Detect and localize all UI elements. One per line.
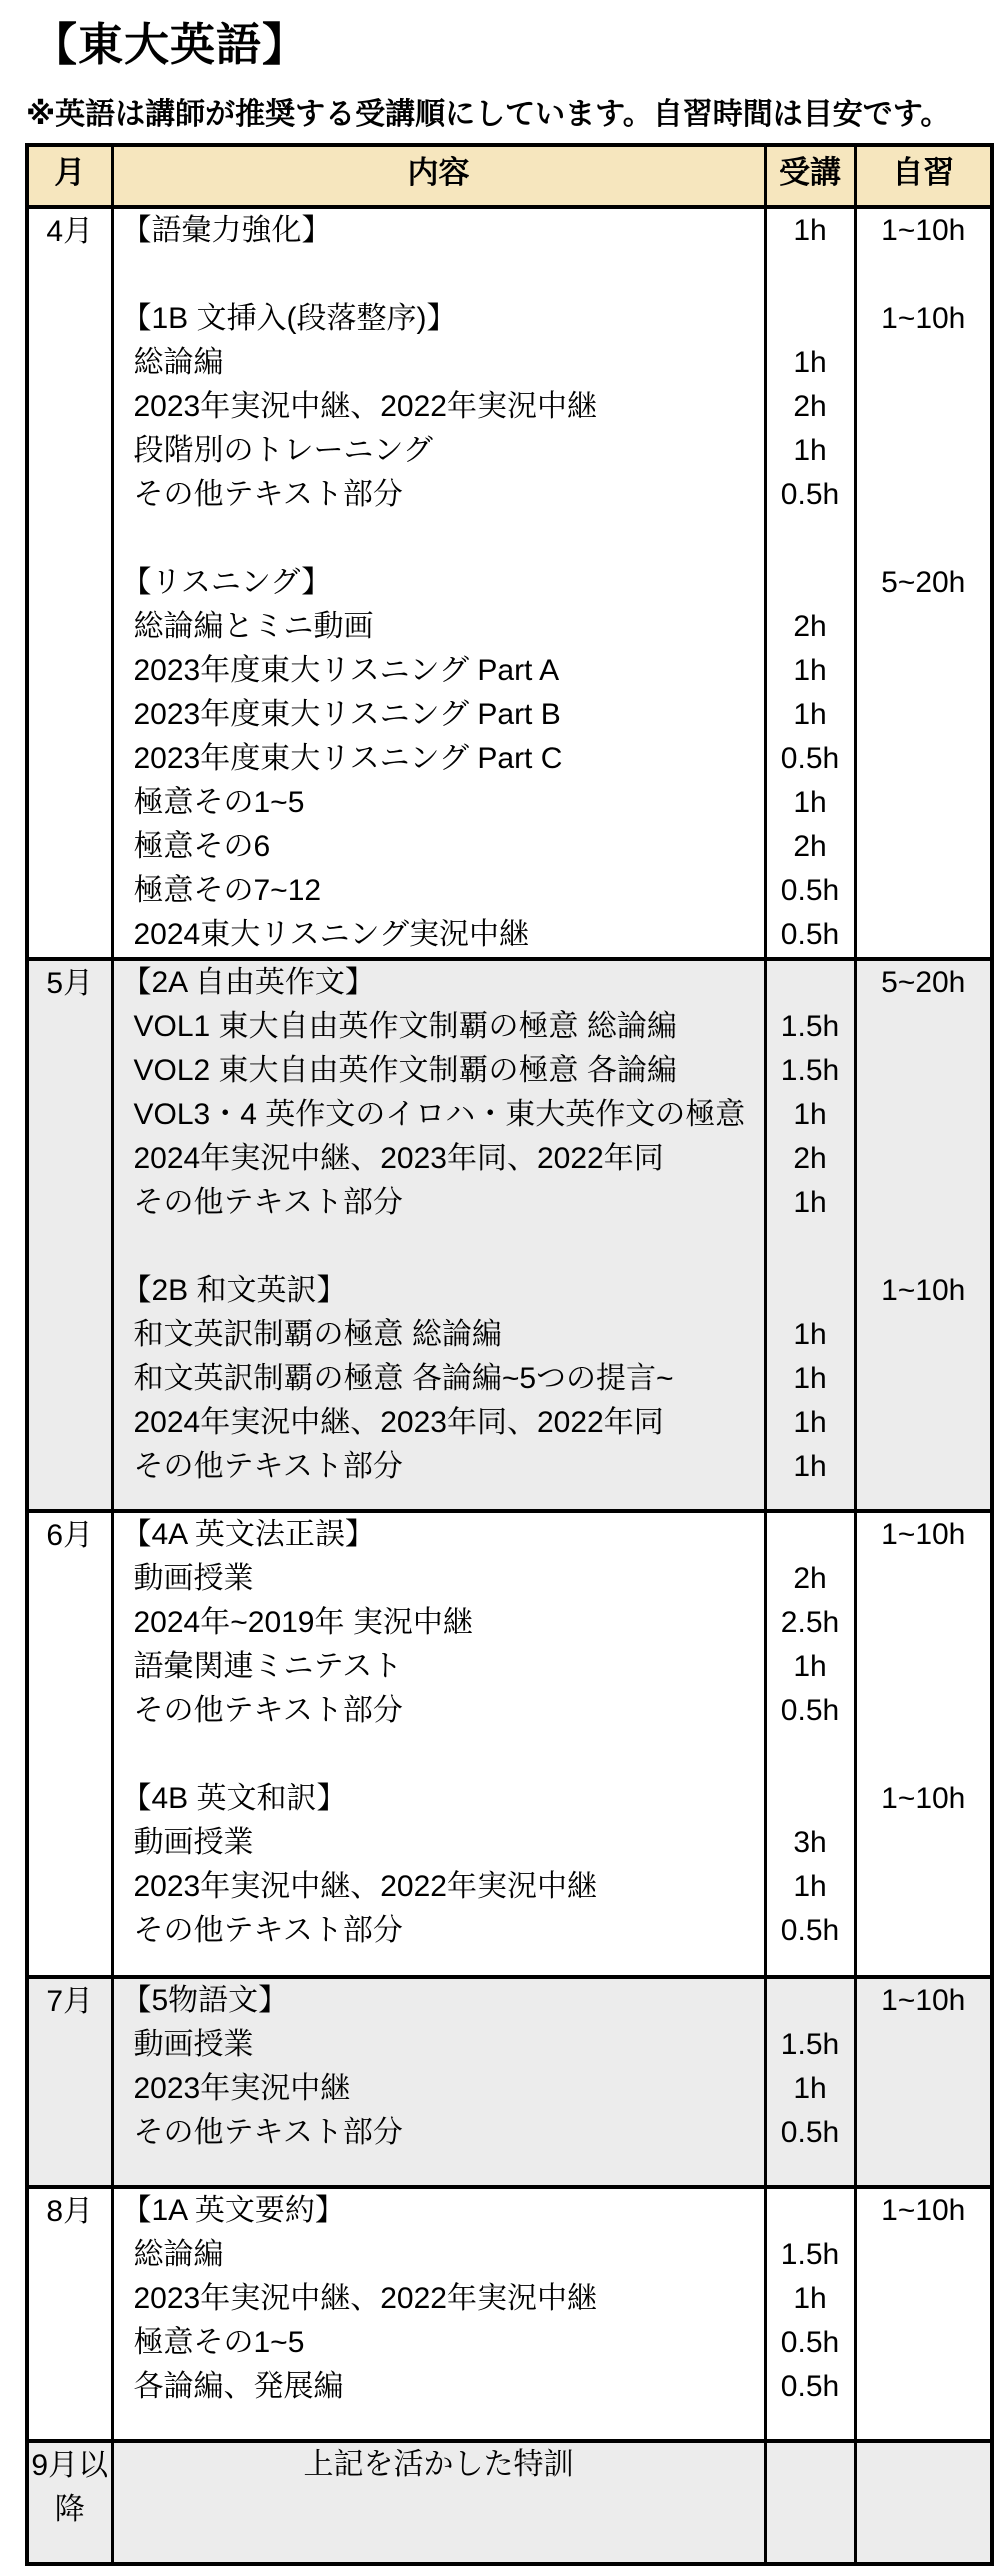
jukou-hours: 1h — [793, 2282, 827, 2315]
cell-jishuu — [855, 1977, 992, 2187]
content-line: 2024年~2019年 実況中継 — [133, 1606, 473, 1639]
content-line: 【2B 和文英訳】 — [121, 1274, 347, 1307]
jishuu-hours — [857, 1821, 991, 1865]
jukou-hours — [767, 1269, 854, 1313]
cell-jukou — [765, 1977, 855, 2187]
content-line: 【2A 自由英作文】 — [121, 966, 375, 999]
content-line — [114, 1733, 764, 1777]
content-line: 和文英訳制覇の極意 総論編 — [133, 1318, 502, 1351]
column-header-content: 内容 — [112, 145, 765, 207]
jukou-hours — [767, 561, 854, 605]
content-line — [114, 1225, 764, 1269]
jukou-hours — [767, 1979, 854, 2023]
content-line: その他テキスト部分 — [133, 478, 403, 511]
cell-jukou — [765, 2187, 855, 2441]
jukou-hours: 1h — [793, 1362, 827, 1395]
content-line: 動画授業 — [133, 2028, 254, 2061]
jishuu-hours — [857, 1445, 991, 1489]
jishuu-hours — [857, 1689, 991, 1733]
jishuu-hours — [857, 1601, 991, 1645]
jishuu-hours — [857, 1401, 991, 1445]
jukou-hours — [767, 2443, 854, 2487]
cell-jukou — [765, 959, 855, 1511]
jukou-hours: 1h — [793, 786, 827, 819]
content-line: 総論編 — [133, 2238, 224, 2271]
jishuu-hours: 1~10h — [881, 214, 966, 247]
cell-jishuu — [855, 1511, 992, 1977]
jishuu-hours — [857, 2443, 991, 2487]
content-line: 極意その1~5 — [133, 2326, 305, 2359]
month-cell — [27, 959, 112, 1511]
content-line: 総論編 — [133, 346, 224, 379]
content-line: 2023年度東大リスニング Part C — [133, 742, 563, 775]
jishuu-hours — [857, 869, 991, 913]
jukou-hours: 0.5h — [780, 1914, 840, 1947]
jukou-hours — [767, 1513, 854, 1557]
jishuu-hours: 1~10h — [881, 2194, 966, 2227]
jukou-hours: 1h — [793, 346, 827, 379]
jukou-hours: 2h — [793, 390, 827, 423]
content-line: 段階別のトレーニング — [133, 434, 433, 467]
content-line: 極意その6 — [133, 830, 271, 863]
jishuu-hours — [857, 781, 991, 825]
jukou-hours: 2.5h — [780, 1606, 840, 1639]
content-line: 2024東大リスニング実況中継 — [133, 918, 530, 951]
month-row — [27, 1977, 992, 2187]
jishuu-hours — [857, 913, 991, 957]
jukou-hours: 1h — [793, 434, 827, 467]
jishuu-hours: 1~10h — [881, 302, 966, 335]
jukou-hours: 1.5h — [780, 1010, 840, 1043]
jukou-hours: 0.5h — [780, 742, 840, 775]
jishuu-hours — [857, 253, 991, 297]
jukou-hours: 1h — [793, 1650, 827, 1683]
jishuu-hours — [857, 693, 991, 737]
month-row — [27, 959, 992, 1511]
content-line: 動画授業 — [133, 1562, 254, 1595]
jukou-hours — [767, 253, 854, 297]
jishuu-hours — [857, 2321, 991, 2365]
month-row — [27, 207, 992, 959]
jishuu-hours — [857, 1225, 991, 1269]
table-header-row — [27, 145, 992, 207]
jishuu-hours — [857, 1093, 991, 1137]
month-label: 4月 — [46, 215, 94, 248]
content-line: 総論編とミニ動画 — [133, 610, 374, 643]
content-line: その他テキスト部分 — [133, 2116, 403, 2149]
month-cell — [27, 2441, 112, 2564]
cell-jishuu — [855, 2441, 992, 2564]
jukou-hours: 1.5h — [780, 2238, 840, 2271]
jishuu-hours — [857, 1733, 991, 1777]
column-header-jukou: 受講 — [765, 145, 855, 207]
jukou-hours: 1h — [793, 2072, 827, 2105]
cell-content — [112, 1511, 765, 1977]
cell-content — [112, 2187, 765, 2441]
jishuu-hours — [857, 1357, 991, 1401]
jukou-hours — [767, 1225, 854, 1269]
content-line: 【4B 英文和訳】 — [121, 1782, 347, 1815]
cell-jishuu — [855, 2187, 992, 2441]
jukou-hours: 0.5h — [780, 874, 840, 907]
jishuu-hours — [857, 473, 991, 517]
jishuu-hours — [857, 1557, 991, 1601]
jukou-hours: 0.5h — [780, 2370, 840, 2403]
content-line: 【1B 文挿入(段落整序)】 — [121, 302, 457, 335]
month-row — [27, 2441, 992, 2564]
content-line: その他テキスト部分 — [133, 1914, 403, 1947]
jukou-hours: 1h — [793, 1318, 827, 1351]
content-line: 極意その7~12 — [133, 874, 322, 907]
content-line: 【4A 英文法正誤】 — [121, 1518, 375, 1551]
jukou-hours: 1.5h — [780, 1054, 840, 1087]
jishuu-hours — [857, 2233, 991, 2277]
jukou-hours — [767, 2189, 854, 2233]
cell-jukou — [765, 207, 855, 959]
cell-content — [112, 2441, 765, 2564]
jukou-hours — [767, 297, 854, 341]
content-line: 2024年実況中継、2023年同、2022年同 — [133, 1142, 664, 1175]
content-line: 2023年実況中継 — [133, 2072, 351, 2105]
cell-jukou — [765, 2441, 855, 2564]
content-line: 2023年度東大リスニング Part B — [133, 698, 561, 731]
cell-content — [112, 1977, 765, 2187]
jishuu-hours: 5~20h — [881, 566, 966, 599]
jukou-hours: 0.5h — [780, 478, 840, 511]
cell-jishuu — [855, 207, 992, 959]
jishuu-hours — [857, 385, 991, 429]
jukou-hours: 1h — [793, 698, 827, 731]
content-line: VOL2 東大自由英作文制覇の極意 各論編 — [133, 1054, 677, 1087]
content-line — [114, 253, 764, 297]
month-label: 5月 — [46, 967, 94, 1000]
jishuu-hours: 1~10h — [881, 1984, 966, 2017]
jukou-hours: 2h — [793, 1142, 827, 1175]
jukou-hours: 2h — [793, 1562, 827, 1595]
jishuu-hours — [857, 1181, 991, 1225]
page-title: 【東大英語】 — [32, 19, 309, 70]
jishuu-hours: 1~10h — [881, 1518, 966, 1551]
jukou-hours: 1h — [793, 1870, 827, 1903]
jukou-hours: 1h — [793, 1186, 827, 1219]
jishuu-hours — [857, 517, 991, 561]
jishuu-hours — [857, 2111, 991, 2155]
cell-jishuu — [855, 959, 992, 1511]
column-header-month: 月 — [27, 145, 112, 207]
cell-content — [112, 959, 765, 1511]
month-row — [27, 2187, 992, 2441]
jishuu-hours — [857, 2023, 991, 2067]
jishuu-hours — [857, 2365, 991, 2409]
content-line: 2024年実況中継、2023年同、2022年同 — [133, 1406, 664, 1439]
jukou-hours: 1h — [793, 214, 827, 247]
month-label: 9月以降 — [31, 2449, 109, 2526]
jishuu-hours — [857, 1909, 991, 1953]
jishuu-hours — [857, 605, 991, 649]
jishuu-hours — [857, 2067, 991, 2111]
jishuu-hours — [857, 1313, 991, 1357]
jishuu-hours: 5~20h — [881, 966, 966, 999]
jishuu-hours — [857, 429, 991, 473]
content-line: 極意その1~5 — [133, 786, 305, 819]
month-cell — [27, 1511, 112, 1977]
schedule-body — [27, 207, 992, 2564]
schedule-table — [25, 143, 994, 2566]
content-line: 【語彙力強化】 — [121, 214, 332, 247]
content-line: 2023年実況中継、2022年実況中継 — [133, 390, 597, 423]
jukou-hours — [767, 1777, 854, 1821]
month-row — [27, 1511, 992, 1977]
jishuu-hours — [857, 1005, 991, 1049]
month-label: 7月 — [46, 1985, 94, 2018]
content-line: 【1A 英文要約】 — [121, 2194, 345, 2227]
jishuu-hours — [857, 1137, 991, 1181]
content-line: 2023年実況中継、2022年実況中継 — [133, 1870, 597, 1903]
month-cell — [27, 1977, 112, 2187]
jukou-hours: 1.5h — [780, 2028, 840, 2061]
jishuu-hours: 1~10h — [881, 1274, 966, 1307]
jishuu-hours: 1~10h — [881, 1782, 966, 1815]
content-line: 動画授業 — [133, 1826, 254, 1859]
jishuu-hours — [857, 1865, 991, 1909]
content-line: 【5物語文】 — [121, 1984, 289, 2017]
content-line — [114, 517, 764, 561]
content-line: 【リスニング】 — [121, 566, 332, 599]
cell-jukou — [765, 1511, 855, 1977]
content-line: その他テキスト部分 — [133, 1186, 403, 1219]
jukou-hours: 0.5h — [780, 2116, 840, 2149]
month-label: 8月 — [46, 2195, 94, 2228]
content-line: 語彙関連ミニテスト — [133, 1650, 403, 1683]
jukou-hours: 1h — [793, 1406, 827, 1439]
content-line: その他テキスト部分 — [133, 1450, 403, 1483]
content-line: その他テキスト部分 — [133, 1694, 403, 1727]
content-line: 各論編、発展編 — [133, 2370, 344, 2403]
jukou-hours: 3h — [793, 1826, 827, 1859]
content-line: VOL1 東大自由英作文制覇の極意 総論編 — [133, 1010, 677, 1043]
column-header-jishuu: 自習 — [855, 145, 992, 207]
jukou-hours: 2h — [793, 610, 827, 643]
jukou-hours: 2h — [793, 830, 827, 863]
jukou-hours — [767, 517, 854, 561]
content-line: 上記を活かした特訓 — [303, 2448, 574, 2481]
jukou-hours — [767, 1733, 854, 1777]
month-label: 6月 — [46, 1519, 94, 1552]
cell-content — [112, 207, 765, 959]
jukou-hours: 1h — [793, 654, 827, 687]
page-note: ※英語は講師が推奨する受講順にしています。自習時間は目安です。 — [26, 98, 951, 131]
jishuu-hours — [857, 737, 991, 781]
jishuu-hours — [857, 2277, 991, 2321]
jukou-hours: 0.5h — [780, 918, 840, 951]
month-cell — [27, 2187, 112, 2441]
content-line: 2023年実況中継、2022年実況中継 — [133, 2282, 597, 2315]
jishuu-hours — [857, 649, 991, 693]
jishuu-hours — [857, 825, 991, 869]
jukou-hours — [767, 961, 854, 1005]
jukou-hours: 0.5h — [780, 1694, 840, 1727]
jukou-hours: 1h — [793, 1098, 827, 1131]
jishuu-hours — [857, 1645, 991, 1689]
content-line: 2023年度東大リスニング Part A — [133, 654, 560, 687]
content-line: 和文英訳制覇の極意 各論編~5つの提言~ — [133, 1362, 674, 1395]
jukou-hours: 1h — [793, 1450, 827, 1483]
jukou-hours: 0.5h — [780, 2326, 840, 2359]
jishuu-hours — [857, 341, 991, 385]
content-line: VOL3・4 英作文のイロハ・東大英作文の極意 — [133, 1098, 746, 1131]
jishuu-hours — [857, 1049, 991, 1093]
month-cell — [27, 207, 112, 959]
